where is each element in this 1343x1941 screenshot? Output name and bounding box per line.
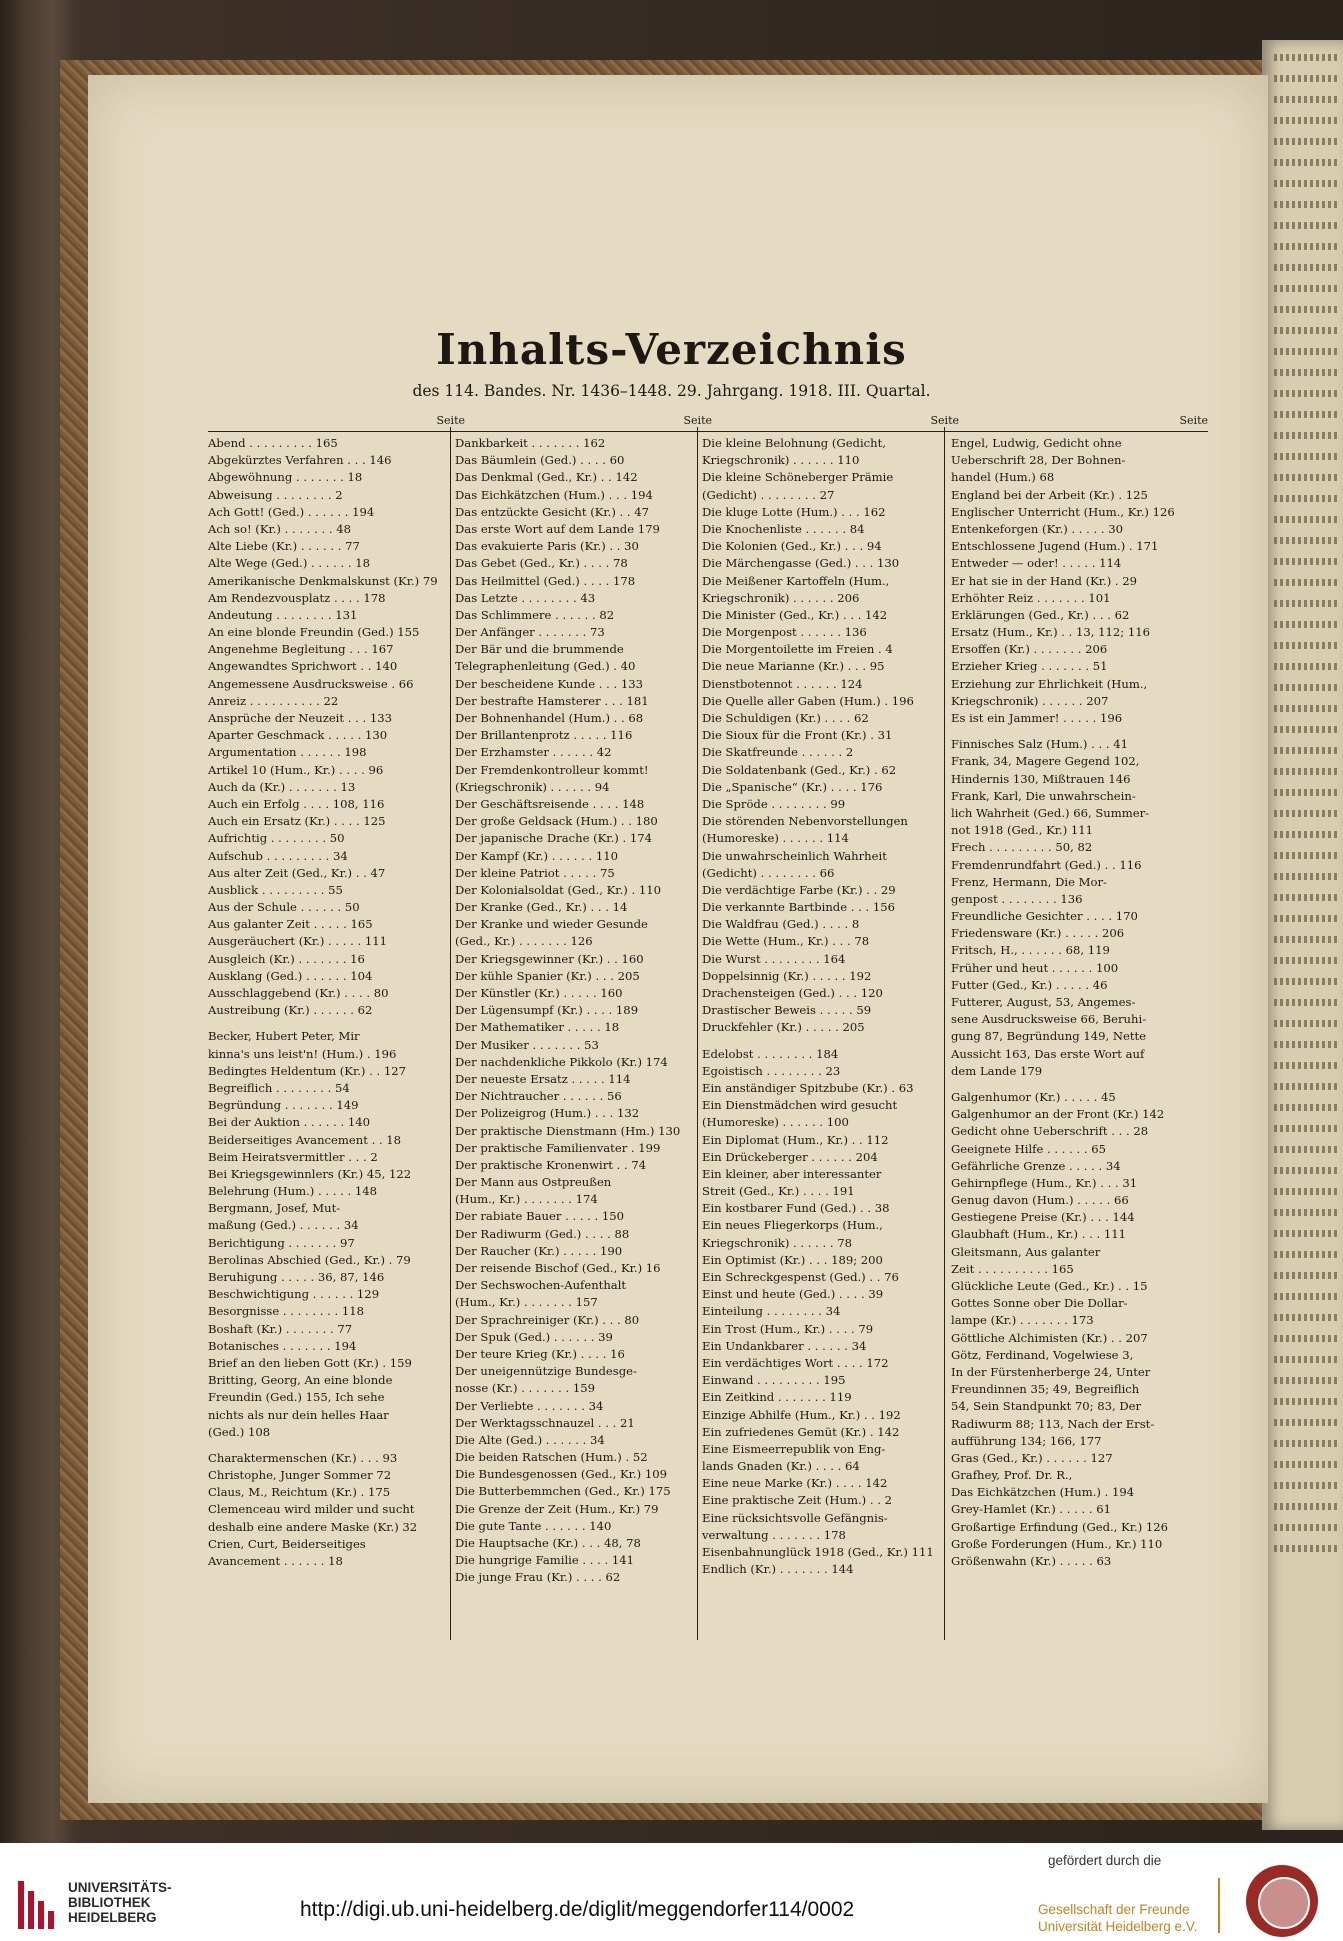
index-entry: lich Wahrheit (Ged.) 66, Summer- <box>951 805 1150 820</box>
index-entry: maßung (Ged.) . . . . . . 34 <box>208 1218 359 1233</box>
index-entry: Begreiflich . . . . . . . . 54 <box>208 1080 350 1095</box>
index-entry: Der praktische Familienvater . 199 <box>455 1140 661 1155</box>
entry-list <box>455 431 712 1587</box>
index-entry: Futterer, August, 53, Angemes- <box>951 995 1136 1009</box>
index-entry: Aus galanter Zeit . . . . . 165 <box>208 917 373 932</box>
sponsor-name[interactable]: Gesellschaft der Freunde Universität Heidelberg e.V. <box>1038 1902 1198 1934</box>
index-entry: Die junge Frau (Kr.) . . . . 62 <box>455 1570 621 1585</box>
index-entry: Bei Kriegsgewinnlers (Kr.) 45, 122 <box>208 1166 412 1181</box>
index-entry: Die Meißener Kartoffeln (Hum., <box>702 573 890 588</box>
sponsor-divider <box>1218 1878 1220 1933</box>
index-entry: Das Eichkätzchen (Hum.) . . . 194 <box>455 487 653 502</box>
index-entry: lands Gnaden (Kr.) . . . . 64 <box>702 1459 860 1474</box>
index-entry: Einst und heute (Ged.) . . . . 39 <box>702 1287 884 1302</box>
index-entry: Ein kleiner, aber interessanter <box>702 1166 882 1181</box>
index-entry: Der bescheidene Kunde . . . 133 <box>455 676 643 691</box>
index-entry: Die verkannte Bartbinde . . . 156 <box>702 900 896 915</box>
index-entry: Das erste Wort auf dem Lande 179 <box>455 521 660 536</box>
index-entry: Austreibung (Kr.) . . . . . . 62 <box>208 1003 373 1018</box>
index-entry: Der reisende Bischof (Ged., Kr.) 16 <box>455 1261 661 1275</box>
index-entry: Frank, 34, Magere Gegend 102, <box>951 754 1140 769</box>
index-entry: Die hungrige Familie . . . . 141 <box>455 1553 635 1568</box>
index-entry: (Ged., Kr.) . . . . . . . 126 <box>455 934 593 949</box>
index-entry: Der Spuk (Ged.) . . . . . . 39 <box>455 1329 613 1344</box>
section-gap <box>702 1037 959 1046</box>
index-entry: Eine Eismeerrepublik von Eng- <box>702 1441 886 1456</box>
index-entry: Telegraphenleitung (Ged.) . 40 <box>455 659 636 674</box>
index-entry: Das Eichkätzchen (Hum.) . 194 <box>951 1485 1135 1500</box>
index-entry: (Hum., Kr.) . . . . . . . 174 <box>455 1192 598 1207</box>
index-entry: Angewandtes Sprichwort . . 140 <box>208 659 398 674</box>
index-entry: Es ist ein Jammer! . . . . . 196 <box>951 711 1123 725</box>
index-entry: Botanisches . . . . . . . 194 <box>208 1338 357 1353</box>
index-entry: (Gedicht) . . . . . . . . 66 <box>702 865 835 880</box>
index-entry: Freundin (Ged.) 155, Ich sehe <box>208 1390 385 1405</box>
entry-list <box>702 431 959 1578</box>
index-entry: (Kriegschronik) . . . . . . 94 <box>455 779 610 794</box>
index-entry: Das evakuierte Paris (Kr.) . . 30 <box>455 539 639 554</box>
index-entry: Ein anständiger Spitzbube (Kr.) . 63 <box>702 1080 914 1095</box>
index-entry: Die Quelle aller Gaben (Hum.) . 196 <box>702 693 914 708</box>
index-entry: Alte Liebe (Kr.) . . . . . . 77 <box>208 539 360 554</box>
index-column-2 <box>455 411 712 1587</box>
index-entry: Besorgnisse . . . . . . . . 118 <box>208 1304 364 1319</box>
index-entry: Berolinas Abschied (Ged., Kr.) . 79 <box>208 1252 411 1267</box>
entry-list <box>208 431 465 1570</box>
index-entry: Grey-Hamlet (Kr.) . . . . . 61 <box>951 1502 1112 1517</box>
index-entry: Ausgeräuchert (Kr.) . . . . . 111 <box>208 934 388 949</box>
index-entry: Der Sprachreiniger (Kr.) . . . 80 <box>455 1312 640 1327</box>
index-entry: deshalb eine andere Maske (Kr.) 32 <box>208 1519 418 1534</box>
permalink-url[interactable]: http://digi.ub.uni-heidelberg.de/diglit/meggendorfer114/0002 <box>300 1898 855 1921</box>
index-entry: Das Schlimmere . . . . . . 82 <box>455 607 615 622</box>
index-entry: Genug davon (Hum.) . . . . . 66 <box>951 1193 1129 1208</box>
index-entry: kinna's uns leist'n! (Hum.) . 196 <box>208 1046 397 1061</box>
index-entry: lampe (Kr.) . . . . . . . 173 <box>951 1313 1094 1328</box>
index-entry: Die Wurst . . . . . . . . 164 <box>702 951 846 966</box>
index-entry: Die Alte (Ged.) . . . . . . 34 <box>455 1432 605 1447</box>
index-entry: Becker, Hubert Peter, Mir <box>208 1029 360 1044</box>
index-entry: Auch ein Ersatz (Kr.) . . . . 125 <box>208 814 386 829</box>
index-entry: Aparter Geschmack . . . . . 130 <box>208 728 388 743</box>
index-entry: Abgewöhnung . . . . . . . 18 <box>208 470 363 485</box>
index-entry: Charaktermenschen (Kr.) . . . 93 <box>208 1450 398 1465</box>
index-entry: Beim Heiratsvermittler . . . 2 <box>208 1149 378 1164</box>
index-entry: Der Mann aus Ostpreußen <box>455 1175 612 1190</box>
index-entry: Ein Schreckgespenst (Ged.) . . 76 <box>702 1270 899 1284</box>
index-entry: Große Forderungen (Hum., Kr.) 110 <box>951 1536 1163 1551</box>
index-entry: gung 87, Begründung 149, Nette <box>951 1029 1147 1044</box>
index-entry: Gedicht ohne Ueberschrift . . . 28 <box>951 1124 1149 1139</box>
index-entry: Entschlossene Jugend (Hum.) . 171 <box>951 539 1159 554</box>
index-entry: Die Märchengasse (Ged.) . . . 130 <box>702 556 900 571</box>
index-entry: Die „Spanische“ (Kr.) . . . . 176 <box>702 779 883 794</box>
index-entry: Der Werktagsschnauzel . . . 21 <box>455 1415 635 1430</box>
index-column-1 <box>208 411 465 1570</box>
index-entry: Die Kolonien (Ged., Kr.) . . . 94 <box>702 539 882 554</box>
index-entry: Großartige Erfindung (Ged., Kr.) 126 <box>951 1519 1169 1534</box>
index-entry: Einteilung . . . . . . . . 34 <box>702 1304 841 1319</box>
index-entry: Der Polizeigrog (Hum.) . . . 132 <box>455 1106 640 1121</box>
university-library-logo-icon <box>18 1881 56 1929</box>
index-entry: Der Kampf (Kr.) . . . . . . 110 <box>455 848 619 863</box>
index-entry: Der Kriegsgewinner (Kr.) . . 160 <box>455 951 644 966</box>
index-entry: Ersoffen (Kr.) . . . . . . . 206 <box>951 642 1108 657</box>
index-entry: Der Musiker . . . . . . . 53 <box>455 1037 599 1052</box>
index-entry: handel (Hum.) 68 <box>951 470 1055 485</box>
index-entry: aufführung 134; 166, 177 <box>951 1433 1102 1448</box>
index-entry: Ein Drückeberger . . . . . . 204 <box>702 1149 878 1164</box>
index-entry: Die Skatfreunde . . . . . . 2 <box>702 745 854 760</box>
index-entry: Radiwurm 88; 113, Nach der Erst- <box>951 1416 1155 1431</box>
index-entry: Die störenden Nebenvorstellungen <box>702 814 908 829</box>
index-entry: Er hat sie in der Hand (Kr.) . 29 <box>951 573 1138 588</box>
index-entry: Andeutung . . . . . . . . 131 <box>208 607 358 622</box>
index-entry: Die Spröde . . . . . . . . 99 <box>702 796 846 811</box>
index-entry: Gefährliche Grenze . . . . . 34 <box>951 1158 1121 1173</box>
index-entry: Dankbarkeit . . . . . . . 162 <box>455 436 606 450</box>
entry-list <box>951 431 1208 1570</box>
column-header: Seite <box>683 414 712 427</box>
index-entry: Der praktische Dienstmann (Hm.) 130 <box>455 1123 681 1138</box>
index-entry: Freundinnen 35; 49, Begreiflich <box>951 1382 1140 1397</box>
index-entry: Die verdächtige Farbe (Kr.) . . 29 <box>702 882 896 897</box>
index-entry: Belehrung (Hum.) . . . . . 148 <box>208 1184 377 1199</box>
index-entry: Ein Optimist (Kr.) . . . 189; 200 <box>702 1252 883 1267</box>
index-entry: Friedensware (Kr.) . . . . . 206 <box>951 926 1125 941</box>
index-entry: Am Rendezvousplatz . . . . 178 <box>208 590 386 605</box>
index-entry: Glückliche Leute (Ged., Kr.) . . 15 <box>951 1279 1148 1293</box>
index-entry: Eine rücksichtsvolle Gefängnis- <box>702 1510 888 1525</box>
index-entry: England bei der Arbeit (Kr.) . 125 <box>951 487 1148 502</box>
index-entry: Erhöhter Reiz . . . . . . . 101 <box>951 590 1111 605</box>
index-entry: Gleitsmann, Aus galanter <box>951 1244 1101 1259</box>
index-entry: Ein Trost (Hum., Kr.) . . . . 79 <box>702 1321 874 1336</box>
index-entry: Gottes Sonne ober Die Dollar- <box>951 1296 1128 1311</box>
index-entry: Der Lügensumpf (Kr.) . . . . 189 <box>455 1003 639 1018</box>
index-entry: Der japanische Drache (Kr.) . 174 <box>455 831 652 846</box>
index-entry: Einwand . . . . . . . . . 195 <box>702 1373 846 1388</box>
index-entry: Aufrichtig . . . . . . . . 50 <box>208 831 345 846</box>
index-entry: Doppelsinnig (Kr.) . . . . . 192 <box>702 968 872 983</box>
index-entry: Beruhigung . . . . . 36, 87, 146 <box>208 1270 385 1284</box>
index-entry: Egoistisch . . . . . . . . 23 <box>702 1063 841 1078</box>
index-entry: Der Verliebte . . . . . . . 34 <box>455 1398 604 1413</box>
index-entry: Gestiegene Preise (Kr.) . . . 144 <box>951 1210 1135 1225</box>
index-entry: Ausblick . . . . . . . . . 55 <box>208 882 343 897</box>
index-entry: Das Letzte . . . . . . . . 43 <box>455 590 596 605</box>
library-name: UNIVERSITÄTS- BIBLIOTHEK HEIDELBERG <box>68 1880 172 1925</box>
index-entry: Götz, Ferdinand, Vogelwiese 3, <box>951 1347 1134 1362</box>
index-entry: nosse (Kr.) . . . . . . . 159 <box>455 1381 595 1396</box>
index-entry: Frech . . . . . . . . . 50, 82 <box>951 840 1093 855</box>
index-entry: Ausgleich (Kr.) . . . . . . . 16 <box>208 951 365 966</box>
index-entry: Aus alter Zeit (Ged., Kr.) . . 47 <box>208 865 386 880</box>
index-entry: Erklärungen (Ged., Kr.) . . . 62 <box>951 607 1130 622</box>
index-entry: Die Grenze der Zeit (Hum., Kr.) 79 <box>455 1501 659 1516</box>
index-entry: Die Bundesgenossen (Ged., Kr.) 109 <box>455 1467 667 1482</box>
index-entry: An eine blonde Freundin (Ged.) 155 <box>208 625 420 640</box>
sponsor-intro: gefördert durch die <box>1048 1853 1162 1868</box>
index-entry: Der große Geldsack (Hum.) . . 180 <box>455 814 658 829</box>
index-entry: Der kühle Spanier (Kr.) . . . 205 <box>455 968 640 983</box>
index-entry: Die Butterbemmchen (Ged., Kr.) 175 <box>455 1484 671 1499</box>
index-entry: Der teure Krieg (Kr.) . . . . 16 <box>455 1346 625 1361</box>
section-gap <box>208 1441 465 1450</box>
index-entry: In der Fürstenherberge 24, Unter <box>951 1364 1151 1379</box>
index-entry: Kriegschronik) . . . . . . 206 <box>702 590 860 605</box>
index-entry: Einzige Abhilfe (Hum., Kr.) . . 192 <box>702 1407 901 1422</box>
index-entry: Der nachdenkliche Pikkolo (Kr.) 174 <box>455 1054 668 1069</box>
index-entry: Frank, Karl, Die unwahrschein- <box>951 788 1136 803</box>
index-entry: Grafhey, Prof. Dr. R., <box>951 1468 1073 1483</box>
index-entry: Ein zufriedenes Gemüt (Kr.) . 142 <box>702 1424 900 1439</box>
index-entry: Geeignete Hilfe . . . . . . 65 <box>951 1141 1106 1156</box>
index-entry: Göttliche Alchimisten (Kr.) . . 207 <box>951 1330 1148 1345</box>
index-entry: (Humoreske) . . . . . . 100 <box>702 1115 849 1130</box>
index-entry: Der Kolonialsoldat (Ged., Kr.) . 110 <box>455 882 661 897</box>
index-entry: Die kleine Schöneberger Prämie <box>702 470 894 485</box>
index-entry: Ach Gott! (Ged.) . . . . . . 194 <box>208 504 375 519</box>
index-entry: Endlich (Kr.) . . . . . . . 144 <box>702 1562 854 1577</box>
index-entry: Begründung . . . . . . . 149 <box>208 1098 359 1113</box>
index-entry: Die gute Tante . . . . . . 140 <box>455 1518 612 1533</box>
index-entry: Ein neues Fliegerkorps (Hum., <box>702 1218 883 1233</box>
index-entry: Entenkeforgen (Kr.) . . . . . 30 <box>951 521 1124 536</box>
index-entry: Berichtigung . . . . . . . 97 <box>208 1235 355 1250</box>
index-entry: Futter (Ged., Kr.) . . . . . 46 <box>951 977 1108 992</box>
index-entry: Die kleine Belohnung (Gedicht, <box>702 436 886 450</box>
index-entry: Das Denkmal (Ged., Kr.) . . 142 <box>455 470 638 485</box>
viewer-footer <box>0 1843 1343 1941</box>
index-entry: Dienstbotennot . . . . . . 124 <box>702 676 863 691</box>
index-entry: Der Erzhamster . . . . . . 42 <box>455 745 612 760</box>
index-entry: Die Waldfrau (Ged.) . . . . 8 <box>702 917 860 932</box>
index-entry: Die kluge Lotte (Hum.) . . . 162 <box>702 504 886 519</box>
index-entry: sene Ausdrucksweise 66, Beruhi- <box>951 1012 1147 1027</box>
column-header: Seite <box>1179 414 1208 427</box>
index-entry: Engel, Ludwig, Gedicht ohne <box>951 436 1122 450</box>
index-entry: Das Bäumlein (Ged.) . . . . 60 <box>455 453 625 468</box>
index-entry: Bergmann, Josef, Mut- <box>208 1201 341 1216</box>
index-entry: Christophe, Junger Sommer 72 <box>208 1468 392 1483</box>
index-entry: Freundliche Gesichter . . . . 170 <box>951 909 1138 924</box>
index-entry: Edelobst . . . . . . . . 184 <box>702 1046 839 1061</box>
index-entry: Ein Dienstmädchen wird gesucht <box>702 1098 898 1113</box>
index-entry: (Humoreske) . . . . . . 114 <box>702 831 849 846</box>
index-entry: (Ged.) 108 <box>208 1424 271 1439</box>
index-entry: Angenehme Begleitung . . . 167 <box>208 642 394 657</box>
adjacent-page-edge <box>1262 40 1343 1830</box>
column-header: Seite <box>436 414 465 427</box>
index-entry: Die neue Marianne (Kr.) . . . 95 <box>702 659 885 674</box>
index-entry: Gras (Ged., Kr.) . . . . . . 127 <box>951 1450 1113 1465</box>
index-entry: Ersatz (Hum., Kr.) . . 13, 112; 116 <box>951 625 1151 640</box>
index-entry: Clemenceau wird milder und sucht <box>208 1502 415 1517</box>
index-entry: Fremdenrundfahrt (Ged.) . . 116 <box>951 857 1142 872</box>
index-entry: Eisenbahnunglück 1918 (Ged., Kr.) 111 <box>702 1545 934 1559</box>
index-entry: Drachensteigen (Ged.) . . . 120 <box>702 986 883 1000</box>
index-entry: Englischer Unterricht (Hum., Kr.) 126 <box>951 504 1175 519</box>
index-entry: dem Lande 179 <box>951 1063 1043 1078</box>
index-entry: Entweder — oder! . . . . . 114 <box>951 556 1122 571</box>
index-entry: Der Kranke (Ged., Kr.) . . . 14 <box>455 900 628 915</box>
index-entry: Die Hauptsache (Kr.) . . . 48, 78 <box>455 1536 641 1550</box>
index-entry: Ein Zeitkind . . . . . . . 119 <box>702 1390 852 1405</box>
index-entry: Argumentation . . . . . . 198 <box>208 745 367 760</box>
index-entry: Der Raucher (Kr.) . . . . . 190 <box>455 1243 623 1258</box>
index-entry: (Gedicht) . . . . . . . . 27 <box>702 487 835 502</box>
index-entry: Aussicht 163, Das erste Wort auf <box>951 1046 1145 1061</box>
index-entry: Die Knochenliste . . . . . . 84 <box>702 521 865 536</box>
index-entry: Eine praktische Zeit (Hum.) . . 2 <box>702 1493 892 1508</box>
index-entry: Erzieher Krieg . . . . . . . 51 <box>951 659 1108 674</box>
index-entry: verwaltung . . . . . . . 178 <box>702 1527 846 1542</box>
index-entry: nichts als nur dein helles Haar <box>208 1407 389 1422</box>
section-gap <box>951 727 1208 736</box>
index-entry: Größenwahn (Kr.) . . . . . 63 <box>951 1554 1112 1568</box>
index-entry: Brief an den lieben Gott (Kr.) . 159 <box>208 1355 412 1370</box>
index-entry: Die Sioux für die Front (Kr.) . 31 <box>702 728 893 743</box>
index-entry: Hindernis 130, Mißtrauen 146 <box>951 771 1131 786</box>
section-gap <box>208 1019 465 1028</box>
index-entry: Kriegschronik) . . . . . . 78 <box>702 1235 853 1250</box>
index-entry: Der Anfänger . . . . . . . 73 <box>455 625 605 640</box>
index-entry: Der kleine Patriot . . . . . 75 <box>455 865 615 880</box>
column-divider <box>697 427 698 1640</box>
index-entry: Galgenhumor an der Front (Kr.) 142 <box>951 1107 1165 1122</box>
index-entry: Abgekürztes Verfahren . . . 146 <box>208 453 392 468</box>
index-entry: Die Soldatenbank (Ged., Kr.) . 62 <box>702 762 897 777</box>
index-entry: Ausschlaggebend (Kr.) . . . . 80 <box>208 986 389 1000</box>
index-entry: Zeit . . . . . . . . . . 165 <box>951 1261 1074 1276</box>
index-entry: Das entzückte Gesicht (Kr.) . . 47 <box>455 504 650 519</box>
index-entry: Die unwahrscheinlich Wahrheit <box>702 848 887 863</box>
column-divider <box>450 427 451 1640</box>
index-entry: Der praktische Kronenwirt . . 74 <box>455 1157 647 1172</box>
index-entry: Crien, Curt, Beiderseitiges <box>208 1536 366 1551</box>
index-column-4 <box>951 411 1208 1570</box>
index-entry: Claus, M., Reichtum (Kr.) . 175 <box>208 1485 391 1500</box>
index-entry: Drastischer Beweis . . . . . 59 <box>702 1003 872 1018</box>
index-entry: Der Kranke und wieder Gesunde <box>455 917 648 932</box>
index-entry: Streit (Ged., Kr.) . . . . 191 <box>702 1184 855 1199</box>
index-entry: Auch da (Kr.) . . . . . . . 13 <box>208 779 356 794</box>
index-entry: Abweisung . . . . . . . . 2 <box>208 487 343 502</box>
index-entry: Finnisches Salz (Hum.) . . . 41 <box>951 737 1129 752</box>
index-entry: Auch ein Erfolg . . . . 108, 116 <box>208 796 385 811</box>
index-entry: not 1918 (Ged., Kr.) 111 <box>951 823 1094 838</box>
index-entry: Die Wette (Hum., Kr.) . . . 78 <box>702 934 870 949</box>
page-subtitle: des 114. Bandes. Nr. 1436–1448. 29. Jahrgang. 1918. III. Quartal. <box>412 382 931 400</box>
university-seal-icon <box>1246 1865 1318 1937</box>
index-entry: Der Künstler (Kr.) . . . . . 160 <box>455 986 623 1000</box>
index-entry: Früher und heut . . . . . . 100 <box>951 960 1119 975</box>
index-entry: Abend . . . . . . . . . 165 <box>208 436 338 450</box>
index-entry: Der Sechswochen-Aufenthalt <box>455 1278 627 1293</box>
index-entry: Angemessene Ausdrucksweise . 66 <box>208 676 414 691</box>
index-entry: Kriegschronik) . . . . . . 110 <box>702 453 860 468</box>
index-entry: Ach so! (Kr.) . . . . . . . 48 <box>208 521 351 536</box>
index-entry: Erziehung zur Ehrlichkeit (Hum., <box>951 676 1148 691</box>
index-entry: Der Fremdenkontrolleur kommt! <box>455 762 649 777</box>
index-entry: Avancement . . . . . . 18 <box>208 1554 343 1568</box>
index-column-3 <box>702 411 959 1578</box>
index-entry: Das Gebet (Ged., Kr.) . . . . 78 <box>455 556 628 571</box>
index-entry: Boshaft (Kr.) . . . . . . . 77 <box>208 1321 353 1336</box>
index-entry: Der rabiate Bauer . . . . . 150 <box>455 1209 625 1224</box>
index-entry: Bedingtes Heldentum (Kr.) . . 127 <box>208 1063 407 1078</box>
index-entry: Britting, Georg, An eine blonde <box>208 1373 393 1388</box>
index-entry: Amerikanische Denkmalskunst (Kr.) 79 <box>208 573 438 588</box>
index-entry: Der neueste Ersatz . . . . . 114 <box>455 1071 631 1086</box>
index-entry: genpost . . . . . . . . 136 <box>951 891 1083 906</box>
index-entry: Die Morgentoilette im Freien . 4 <box>702 642 893 657</box>
index-entry: (Hum., Kr.) . . . . . . . 157 <box>455 1295 598 1310</box>
index-entry: Ueberschrift 28, Der Bohnen- <box>951 453 1126 468</box>
index-entry: Bei der Auktion . . . . . . 140 <box>208 1115 371 1130</box>
index-entry: Der uneigennützige Bundesge- <box>455 1364 637 1379</box>
index-entry: Kriegschronik) . . . . . . 207 <box>951 693 1109 708</box>
index-entry: Ausklang (Ged.) . . . . . . 104 <box>208 968 373 983</box>
index-entry: Anreiz . . . . . . . . . . 22 <box>208 693 339 708</box>
index-entry: Der Bär und die brummende <box>455 642 624 657</box>
index-entry: Alte Wege (Ged.) . . . . . . 18 <box>208 556 371 571</box>
index-entry: Ein Diplomat (Hum., Kr.) . . 112 <box>702 1132 889 1147</box>
index-entry: Frenz, Hermann, Die Mor- <box>951 874 1107 889</box>
index-entry: Der Radiwurm (Ged.) . . . . 88 <box>455 1226 630 1241</box>
index-entry: Aus der Schule . . . . . . 50 <box>208 900 360 915</box>
index-entry: Der bestrafte Hamsterer . . . 181 <box>455 693 649 708</box>
index-entry: Der Geschäftsreisende . . . . 148 <box>455 796 645 811</box>
index-entry: Druckfehler (Kr.) . . . . . 205 <box>702 1020 865 1035</box>
index-entry: Der Brillantenprotz . . . . . 116 <box>455 728 633 743</box>
index-entry: Die beiden Ratschen (Hum.) . 52 <box>455 1450 648 1465</box>
index-entry: Der Nichtraucher . . . . . . 56 <box>455 1089 622 1104</box>
index-entry: Ein verdächtiges Wort . . . . 172 <box>702 1355 889 1370</box>
index-entry: Ein kostbarer Fund (Ged.) . . 38 <box>702 1201 890 1216</box>
index-entry: Artikel 10 (Hum., Kr.) . . . . 96 <box>208 762 384 777</box>
column-header: Seite <box>930 414 959 427</box>
index-entry: Das Heilmittel (Ged.) . . . . 178 <box>455 573 636 588</box>
index-entry: Die Morgenpost . . . . . . 136 <box>702 625 867 640</box>
index-entry: Die Minister (Ged., Kr.) . . . 142 <box>702 607 888 622</box>
index-entry: Der Mathematiker . . . . . 18 <box>455 1020 620 1035</box>
index-entry: 54, Sein Standpunkt 70; 83, Der <box>951 1399 1142 1414</box>
index-entry: Eine neue Marke (Kr.) . . . . 142 <box>702 1476 888 1491</box>
section-gap <box>951 1080 1208 1089</box>
index-entry: Die Schuldigen (Kr.) . . . . 62 <box>702 711 869 725</box>
index-entry: Glaubhaft (Hum., Kr.) . . . 111 <box>951 1227 1126 1242</box>
index-entry: Galgenhumor (Kr.) . . . . . 45 <box>951 1089 1116 1104</box>
index-entry: Gehirnpflege (Hum., Kr.) . . . 31 <box>951 1175 1138 1190</box>
index-entry: Aufschub . . . . . . . . . 34 <box>208 848 348 863</box>
index-entry: Beiderseitiges Avancement . . 18 <box>208 1132 402 1147</box>
index-entry: Der Bohnenhandel (Hum.) . . 68 <box>455 711 644 725</box>
index-entry: Ein Undankbarer . . . . . . 34 <box>702 1338 867 1353</box>
page-title: Inhalts-Verzeichnis <box>436 325 907 374</box>
index-entry: Beschwichtigung . . . . . . 129 <box>208 1287 380 1302</box>
index-entry: Ansprüche der Neuzeit . . . 133 <box>208 711 392 725</box>
column-divider <box>944 427 945 1640</box>
index-entry: Fritsch, H., . . . . . . 68, 119 <box>951 943 1110 958</box>
